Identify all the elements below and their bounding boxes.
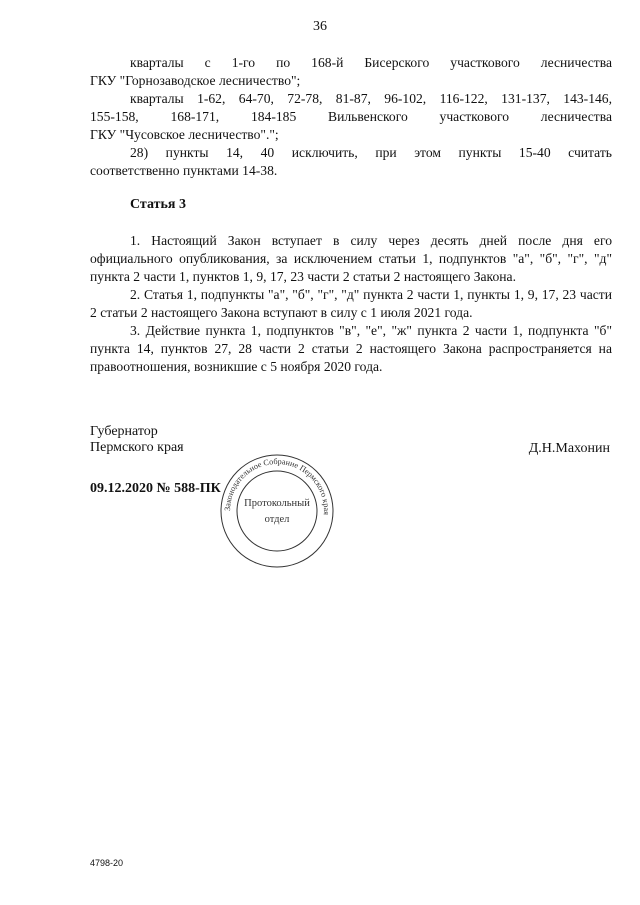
article-paragraph-3: 3. Действие пункта 1, подпунктов "в", "е", "ж" пункта 2 части 1, подпункта "б" пункта 14, пунктов 27, 28 части 2 статьи 2 настоящего Закона распространяется на правоотношения, возникшие с 5 ноября 2020 года.	[90, 323, 612, 374]
document-code: 4798-20	[90, 858, 124, 868]
law-date-number: 09.12.2020 № 588-ПК	[90, 481, 221, 496]
quarters-bisersky-line-end: ГКУ "Горнозаводское лесничество";	[90, 73, 301, 88]
stamp-ring-text: Законодательное Собрание Пермского края	[222, 456, 332, 516]
article-heading: Статья 3	[130, 197, 186, 212]
signatory-name: Д.Н.Махонин	[528, 441, 610, 456]
stamp-inner-line-2: отдел	[264, 514, 290, 525]
article-paragraph-1: 1. Настоящий Закон вступает в силу через десять дней после дня его официального опубликования, за исключением статьи 1, подпунктов "а", "б", "г", "д" пункта 2 части 1, пунктов 1, 9, 17, 23 части 2 статьи 2 настоящего Закона.	[90, 233, 612, 284]
page-number: 36	[313, 19, 327, 34]
item-28-line-end: соответственно пунктами 14-38.	[90, 163, 278, 178]
signatory-title-line-1: Губернатор	[90, 424, 158, 439]
quarters-bisersky-line: кварталы с 1-го по 168-й Бисерского участкового лесничества	[130, 55, 612, 70]
signatory-title	[90, 424, 184, 456]
quarters-vilvensky-line-end: ГКУ "Чусовское лесничество".";	[90, 127, 279, 142]
signatory-title-line-2: Пермского края	[90, 440, 184, 455]
stamp-inner-line-1: Протокольный	[244, 498, 310, 509]
article-body	[90, 232, 612, 376]
quarters-vilvensky-line-2: 155-158, 168-171, 184-185 Вильвенского участкового лесничества	[90, 109, 612, 124]
amendment-text	[90, 54, 612, 180]
quarters-vilvensky-line: кварталы 1-62, 64-70, 72-78, 81-87, 96-102, 116-122, 131-137, 143-146,	[130, 91, 612, 106]
article-paragraph-2: 2. Статья 1, подпункты "а", "б", "г", "д" пункта 2 части 1, пункты 1, 9, 17, 23 части 2 статьи 2 настоящего Закона вступают в силу с 1 июля 2021 года.	[90, 287, 612, 320]
item-28-line: 28) пункты 14, 40 исключить, при этом пункты 15-40 считать	[130, 145, 612, 160]
official-stamp	[218, 452, 336, 570]
